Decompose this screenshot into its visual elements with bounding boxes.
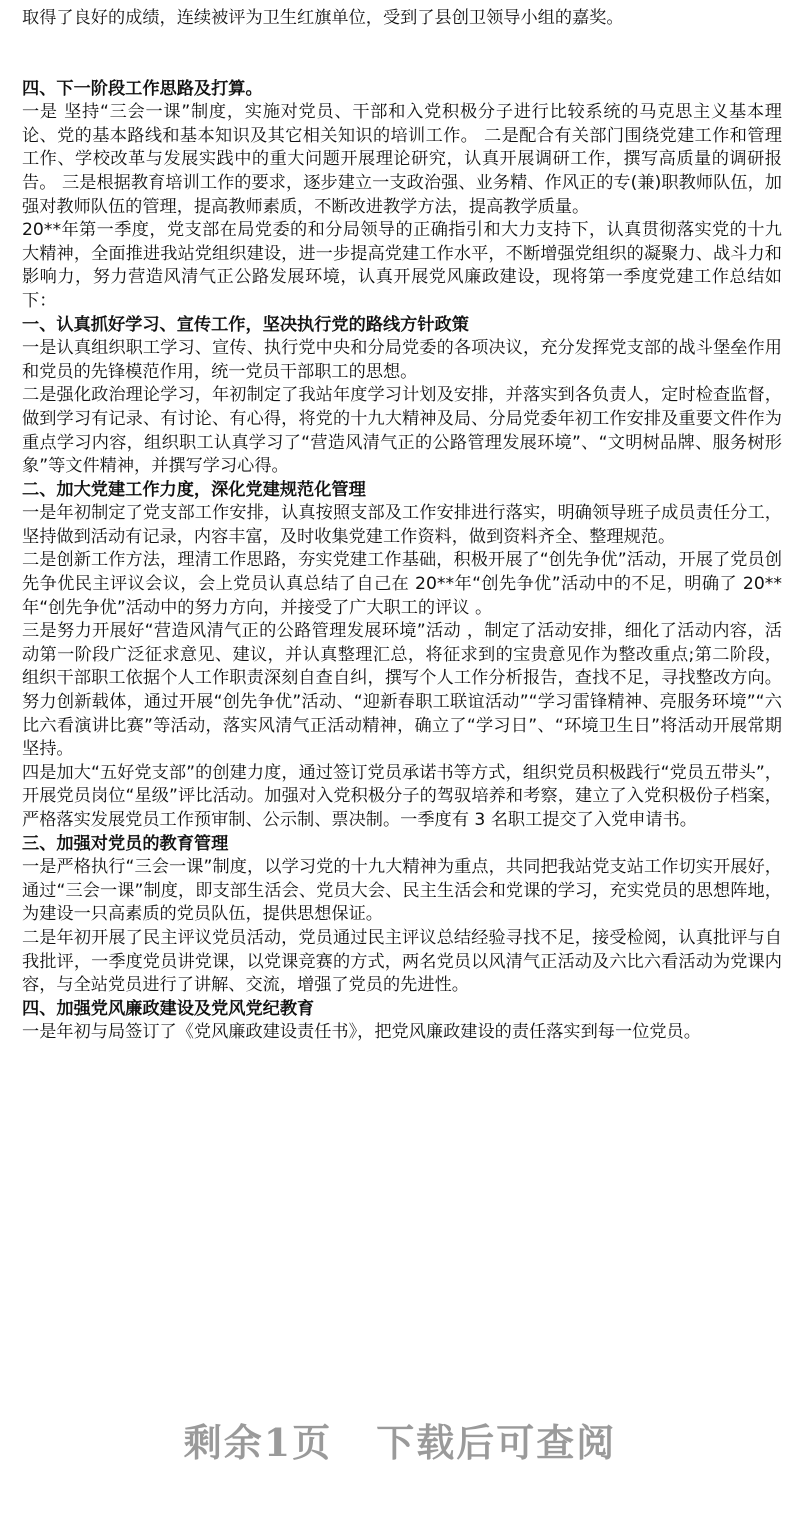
section-heading: 一、认真抓好学习、宣传工作，坚决执行党的路线方针政策 [22, 314, 469, 335]
download-prompt[interactable] [0, 1412, 800, 1467]
paragraph: 二是创新工作方法，理清工作思路，夯实党建工作基础，积极开展了“创先争优”活动，开展了党员创先争优民主评议会议，会上党员认真总结了自己在 20**年“创先争优”活动中的不足，明确了 20**年“创先争优”活动中的努力方向，并接受了广大职工的评议 。 [22, 550, 783, 618]
section-heading: 三、加强对党员的教育管理 [22, 833, 229, 854]
paragraph: 一是认真组织职工学习、宣传、执行党中央和分局党委的各项决议，充分发挥党支部的战斗堡垒作用和党员的先锋模范作用，统一党员干部职工的思想。 [22, 338, 782, 382]
download-hint-label: 下载后可查阅 [376, 1420, 617, 1465]
paragraph: 一是年初与局签订了《党风廉政建设责任书》，把党风廉政建设的责任落实到每一位党员。 [22, 1022, 701, 1043]
paragraph: 一是 坚持“三会一课”制度，实施对党员、干部和入党积极分子进行比较系统的马克思主义基本理论、党的基本路线和基本知识及其它相关知识的培训工作。 二是配合有关部门围绕党建工作和管理工作、学校改革与发展实践中的重大问题开展理论研究，认真开展调研工作，撰写高质量的调研报告。 三是根据教育培训工作的要求，逐步建立一支政治强、业务精、作风正的专(兼)职教师队伍，加强对教师队伍的管理，提高教师素质，不断改进教学方法，提高教学质量。 [22, 102, 782, 217]
paragraph: 一是年初制定了党支部工作安排，认真按照支部及工作安排进行落实，明确领导班子成员责任分工，坚持做到活动有记录，内容丰富，及时收集党建工作资料，做到资料齐全、整理规范。 [22, 503, 782, 547]
paragraph: 一是严格执行“三会一课”制度，以学习党的十九大精神为重点，共同把我站党支站工作切实开展好，通过“三会一课”制度，即支部生活会、党员大会、民主生活会和党课的学习，充实党员的思想阵地，为建设一只高素质的党员队伍，提供思想保证。 [22, 857, 782, 925]
intro-tail: 取得了良好的成绩，连续被评为卫生红旗单位，受到了县创卫领导小组的嘉奖。 [22, 8, 624, 28]
paragraph: 20**年第一季度，党支部在局党委的和分局领导的正确指引和大力支持下，认真贯彻落实党的十九大精神，全面推进我站党组织建设，进一步提高党建工作水平，不断增强党组织的凝聚力、战斗力和影响力，努力营造风清气正公路发展环境，认真开展党风廉政建设，现将第一季度党建工作总结如下： [22, 220, 782, 311]
section-heading: 四、下一阶段工作思路及打算。 [22, 78, 263, 99]
paragraph: 二是强化政治理论学习，年初制定了我站年度学习计划及安排，并落实到各负责人，定时检查监督，做到学习有记录、有讨论、有心得，将党的十九大精神及局、分局党委年初工作安排及重要文件作为重点学习内容，组织职工认真学习了“营造风清气正的公路管理发展环境”、“文明树品牌、服务树形象”等文件精神，并撰写学习心得。 [22, 385, 782, 477]
document-body [22, 7, 782, 1045]
paragraph: 三是努力开展好“营造风清气正的公路管理发展环境”活动 ，制定了活动安排，细化了活动内容，活动第一阶段广泛征求意见、建议，并认真整理汇总，将征求到的宝贵意见作为整改重点;第二阶段，组织干部职工依据个人工作职责深刻自查自纠，撰写个人工作分析报告，查找不足，寻找整改方向。努力创新载体，通过开展“创先争优”活动、“迎新春职工联谊活动”“学习雷锋精神、亮服务环境”“六比六看演讲比赛”等活动，落实风清气正活动精神，确立了“学习日”、“环境卫生日”将活动开展常期坚持。 [22, 621, 782, 760]
paragraph: 四是加大“五好党支部”的创建力度，通过签订党员承诺书等方式，组织党员积极践行“党员五带头”，开展党员岗位“星级”评比活动。加强对入党积极分子的驾驭培养和考察，建立了入党积极份子档案，严格落实发展党员工作预审制、公示制、票决制。一季度有 3 名职工提交了入党申请书。 [22, 762, 782, 830]
paragraph: 二是年初开展了民主评议党员活动，党员通过民主评议总结经验寻找不足，接受检阅，认真批评与自我批评，一季度党员讲党课，以党课竞赛的方式，两名党员以风清气正活动及六比六看活动为党课内容，与全站党员进行了讲解、交流，增强了党员的先进性。 [22, 927, 782, 996]
section-heading: 二、加大党建工作力度，深化党建规范化管理 [22, 479, 366, 500]
section-heading: 四、加强党风廉政建设及党风党纪教育 [22, 998, 315, 1019]
remaining-pages-label: 剩余1页 [183, 1420, 333, 1465]
